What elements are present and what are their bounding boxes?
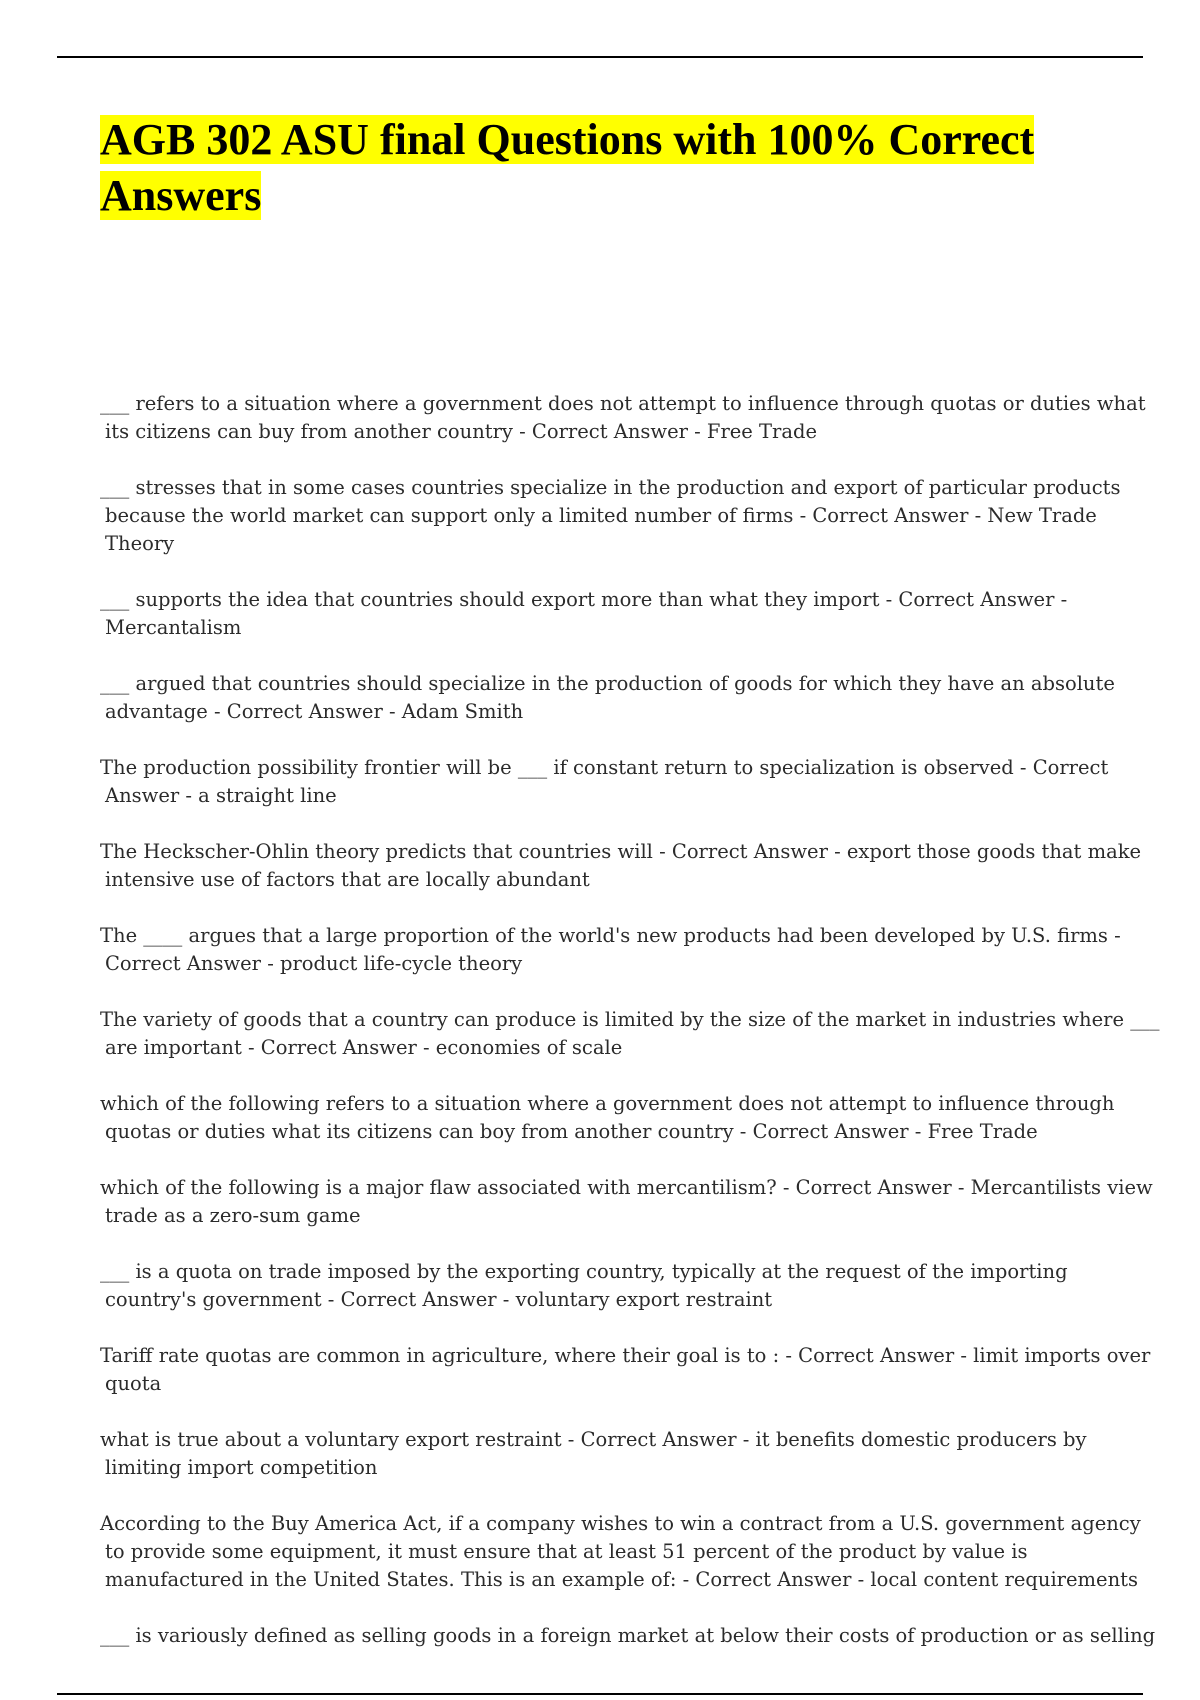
title-highlight: AGB 302 ASU final Questions with 100% Correct Answers [100,115,1035,220]
qa-item: ___ is a quota on trade imposed by the exporting country, typically at the request of the importing country's government - Correct Answer - voluntary export restraint [100,1260,1068,1311]
qa-item: which of the following refers to a situation where a government does not attempt to influence through quotas or duties what its citizens can boy from another country - Correct Answer - Free Trade [100,1092,1115,1143]
qa-item: The Heckscher-Ohlin theory predicts that countries will - Correct Answer - export those goods that make intensive use of factors that are locally abundant [100,840,1142,891]
qa-item: ___ refers to a situation where a government does not attempt to influence through quotas or duties what its citizens can buy from another country - Correct Answer - Free Trade [100,392,1146,443]
qa-item: The variety of goods that a country can produce is limited by the size of the market in industries where ___ are important - Correct Answer - economies of scale [100,1008,1160,1059]
bottom-divider [57,1693,1143,1695]
title-block [100,112,1160,224]
qa-item: According to the Buy America Act, if a company wishes to win a contract from a U.S. government agency to provide some equipment, it must ensure that at least 51 percent of the product by value is manufactured in the United States. This is an example of: - Correct Answer - local content requirements [100,1512,1141,1591]
qa-item: Tariff rate quotas are common in agriculture, where their goal is to : - Correct Answer - limit imports over quota [100,1344,1151,1395]
qa-item: what is true about a voluntary export restraint - Correct Answer - it benefits domestic producers by limiting import competition [100,1428,1087,1479]
qa-item: ___ supports the idea that countries should export more than what they import - Correct Answer - Mercantalism [100,588,1068,639]
qa-list [100,390,1160,1678]
qa-item: The production possibility frontier will be ___ if constant return to specialization is observed - Correct Answer - a straight line [100,756,1109,807]
document-title [100,112,1160,224]
qa-item: The ____ argues that a large proportion of the world's new products had been developed by U.S. firms - Correct Answer - product life-cycle theory [100,924,1121,975]
qa-item: ___ is variously defined as selling goods in a foreign market at below their costs of production or as selling [100,1624,1156,1647]
qa-item: ___ argued that countries should specialize in the production of goods for which they have an absolute advantage - Correct Answer - Adam Smith [100,672,1115,723]
qa-item: which of the following is a major flaw associated with mercantilism? - Correct Answer - Mercantilists view trade as a zero-sum game [100,1176,1153,1227]
qa-item: ___ stresses that in some cases countries specialize in the production and export of particular products because the world market can support only a limited number of firms - Correct Answer - New Trade Theory [100,476,1121,555]
top-divider [57,56,1143,58]
